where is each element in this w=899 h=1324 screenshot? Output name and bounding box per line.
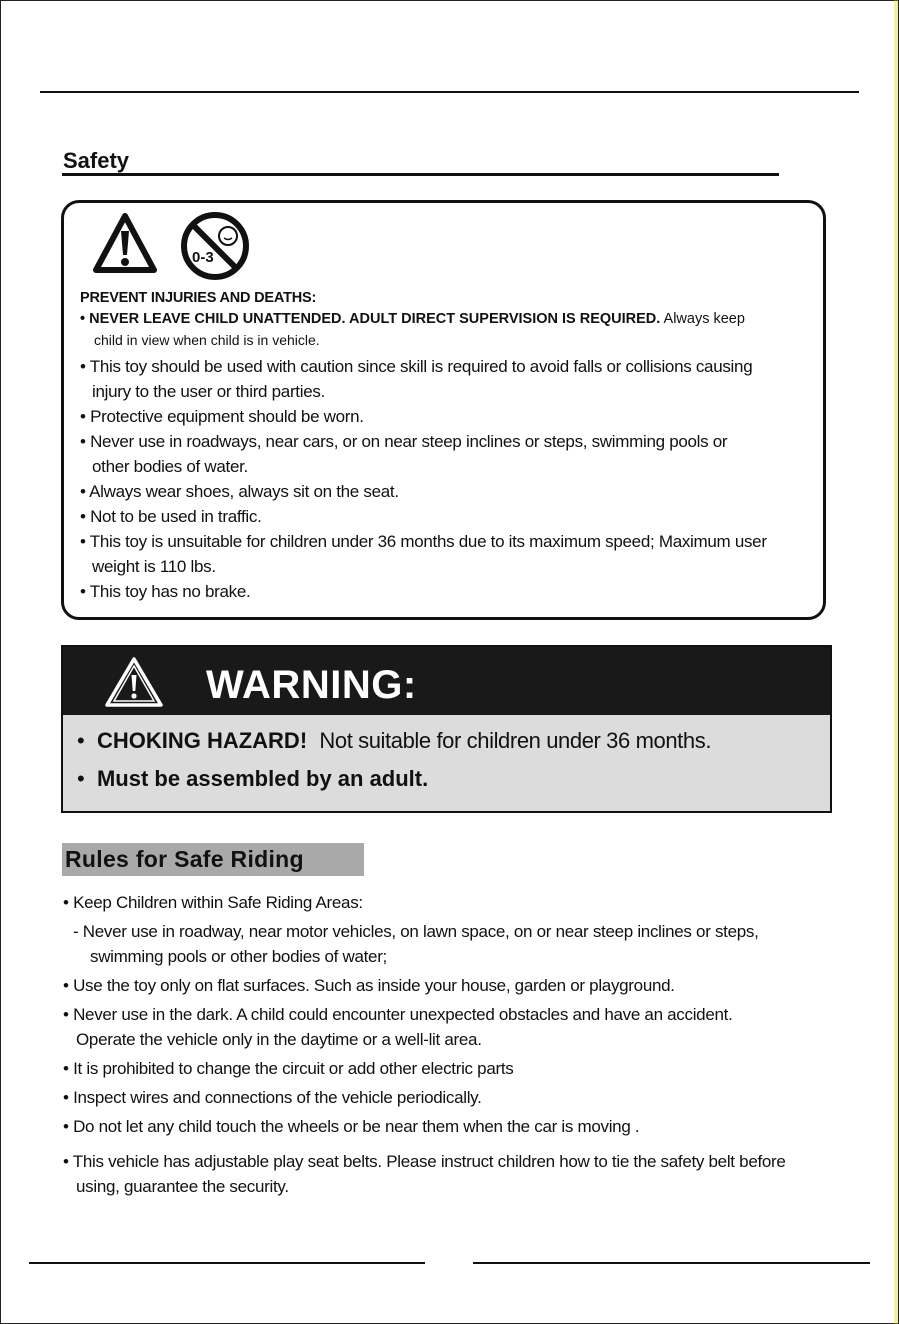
age-icon-label: 0-3 [192, 249, 214, 266]
warning-header [63, 647, 830, 715]
safety-bullet: • Never use in roadways, near cars, or on near steep inclines or steps, swimming pools or other bodies of water. [80, 432, 728, 476]
safety-lead-rest: Always keep [660, 311, 745, 327]
bottom-rule-right [473, 1262, 870, 1264]
rule-item: • This vehicle has adjustable play seat belts. Please instruct children how to tie the safety belt before using, guarantee the security. [63, 1152, 786, 1196]
rule-item: - Never use in roadway, near motor vehicles, on lawn space, on or near steep inclines or steps, swimming pools or other bodies of water; [73, 922, 759, 966]
safety-lead-bold: • NEVER LEAVE CHILD UNATTENDED. ADULT DIRECT SUPERVISION IS REQUIRED. [80, 311, 661, 327]
safety-bullet: • This toy should be used with caution since skill is required to avoid falls or collisions causing injury to the user or third parties. [80, 357, 753, 401]
rule-item: • Inspect wires and connections of the vehicle periodically. [63, 1088, 482, 1107]
safety-lead [80, 308, 820, 350]
safety-bullet: • This toy has no brake. [80, 582, 251, 601]
rules-list [63, 890, 853, 1199]
rule-item: • Do not let any child touch the wheels or be near them when the car is moving . [63, 1117, 640, 1136]
rule-item: • Never use in the dark. A child could encounter unexpected obstacles and have an accident. Operate the vehicle only in the daytime or a well-lit area. [63, 1005, 733, 1049]
warning-box [61, 645, 832, 813]
top-rule [40, 91, 859, 93]
safety-underline [62, 173, 779, 176]
safety-bullet: • Protective equipment should be worn. [80, 407, 364, 426]
warning-title: WARNING: [206, 663, 417, 707]
safety-text [80, 288, 820, 604]
warning-line-1: • CHOKING HAZARD! Not suitable for children under 36 months. [77, 728, 712, 753]
rules-title: Rules for Safe Riding [62, 843, 364, 876]
safety-bullet: • This toy is unsuitable for children under 36 months due to its maximum speed; Maximum user weight is 110 lbs. [80, 532, 767, 576]
warning-line-2: • Must be assembled by an adult. [77, 766, 429, 791]
safety-header: PREVENT INJURIES AND DEATHS: [80, 290, 317, 306]
warning-triangle-icon [92, 211, 158, 274]
choking-hazard-label: CHOKING HAZARD! [96, 728, 308, 753]
warning-triangle-icon [103, 655, 165, 709]
safety-lead-cont: child in view when child is in vehicle. [94, 332, 320, 348]
rule-item: • Use the toy only on flat surfaces. Such as inside your house, garden or playground. [63, 976, 675, 995]
bottom-rule-left [29, 1262, 425, 1264]
safety-bullet: • Not to be used in traffic. [80, 507, 262, 526]
rule-item: • It is prohibited to change the circuit or add other electric parts [63, 1059, 514, 1078]
edge-strip [894, 0, 898, 1324]
not-for-under-3-icon [179, 211, 251, 281]
rule-item: • Keep Children within Safe Riding Areas: [63, 893, 363, 912]
safety-bullet: • Always wear shoes, always sit on the seat. [80, 482, 399, 501]
safety-title: Safety [63, 148, 130, 173]
